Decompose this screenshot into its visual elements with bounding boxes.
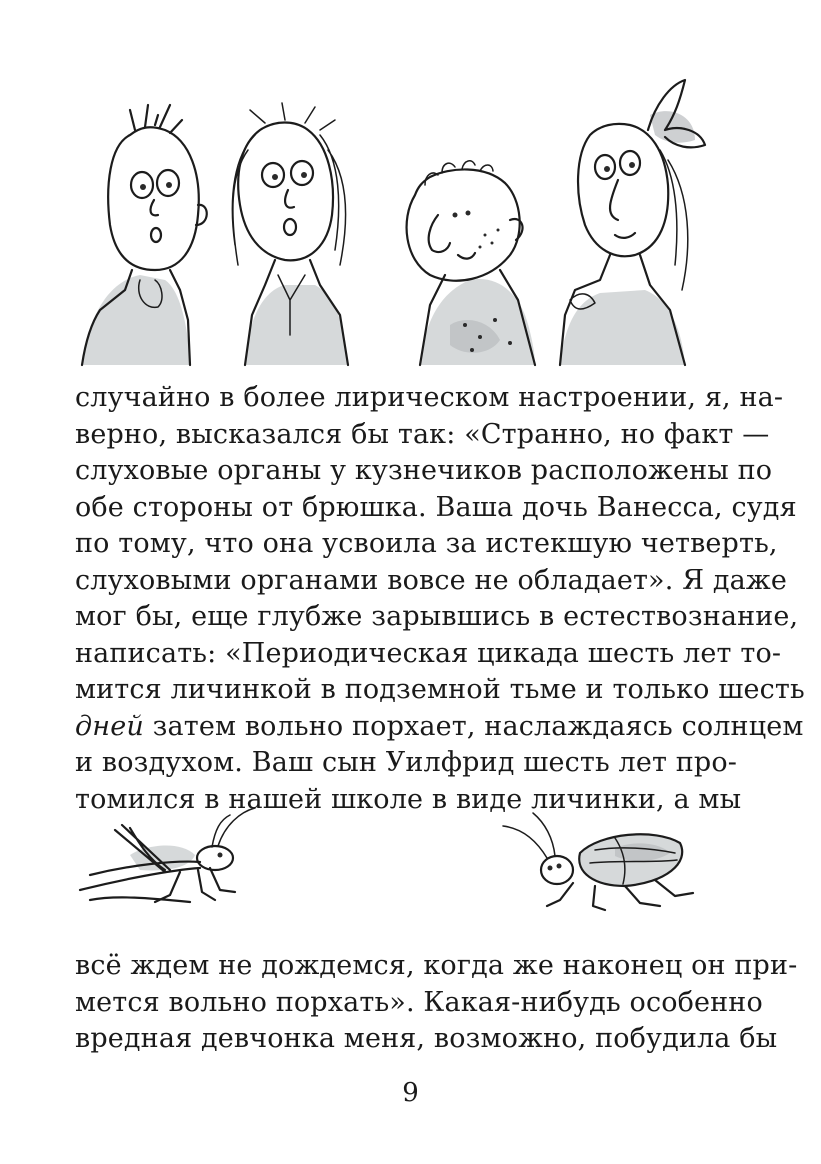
text-line: мется вольно порхать». Какая-нибудь особенно (75, 986, 763, 1018)
text-line: всё ждем не дождемся, когда же наконец он при- (75, 950, 798, 981)
text-line-rest: затем вольно порхает, наслаждаясь солнцем (143, 710, 804, 742)
text-line: томился в нашей школе в виде личинки, а мы (75, 783, 742, 815)
child-figure-1 (82, 105, 207, 365)
text-line: написать: «Периодическая цикада шесть лет то- (75, 637, 782, 669)
emphasis-word: дней (75, 710, 144, 742)
body-paragraph-1 (75, 380, 805, 818)
page-number: 9 (402, 1078, 419, 1108)
child-figure-2 (232, 103, 348, 365)
text-line: по тому, что она усвоила за истекшую четверть, (75, 528, 778, 559)
child-figure-3 (407, 161, 535, 365)
text-line: верно, высказался бы так: «Странно, но факт — (75, 418, 770, 450)
text-line: и воздухом. Ваш сын Уилфрид шесть лет про- (75, 747, 738, 778)
text-line: вредная девчонка меня, возможно, побудила бы (75, 1023, 778, 1054)
text-line: случайно в более лирическом настроении, я, на- (75, 382, 784, 413)
text-line (75, 709, 804, 746)
text-line: мится личинкой в подземной тьме и только шесть (75, 674, 805, 705)
text-line: мог бы, еще глубже зарывшись в естествознание, (75, 601, 799, 632)
beetle-illustration (495, 808, 710, 918)
text-line: слуховыми органами вовсе не обладает». Я даже (75, 564, 788, 596)
body-paragraph-2 (75, 948, 798, 1058)
child-figure-4 (560, 80, 705, 365)
grasshopper-illustration (70, 800, 270, 915)
children-illustration (70, 75, 710, 370)
text-line: обе стороны от брюшка. Ваша дочь Ванесса, судя (75, 491, 797, 523)
text-line: слуховые органы у кузнечиков расположены по (75, 455, 773, 486)
